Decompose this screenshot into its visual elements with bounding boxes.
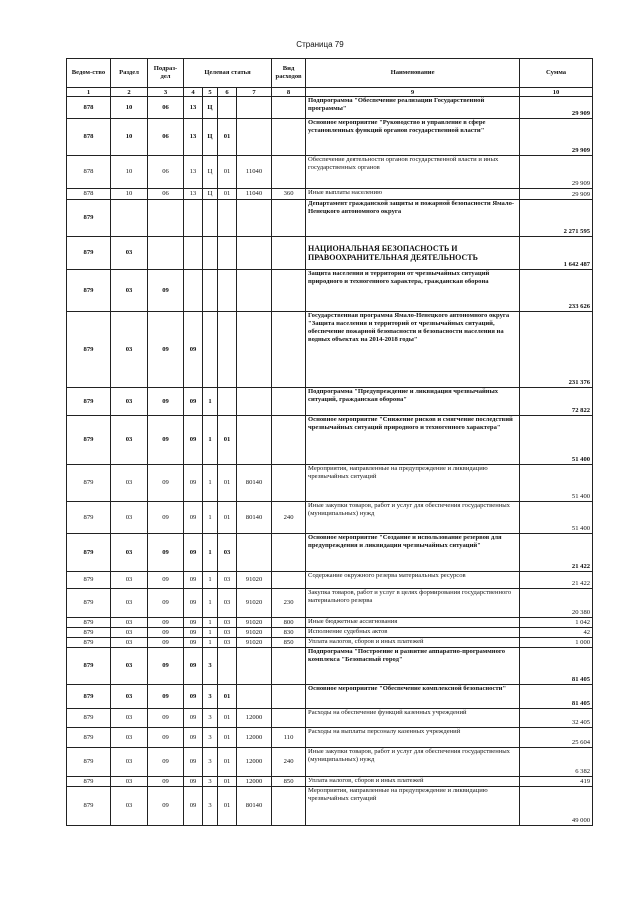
celevaya-program-cell: 09 — [184, 787, 203, 826]
table-row — [67, 628, 593, 638]
vid-rashodov-cell: 240 — [272, 748, 306, 777]
celevaya-event-cell: 03 — [218, 628, 237, 638]
celevaya-event-cell: 01 — [218, 156, 237, 189]
celevaya-subprogram-cell: 1 — [203, 638, 218, 648]
page-label: Страница 79 — [296, 40, 344, 49]
celevaya-program-cell: 09 — [184, 685, 203, 709]
razdel-cell: 03 — [111, 748, 148, 777]
summa-cell: 21 422 — [520, 572, 593, 589]
vedomstvo-cell: 879 — [67, 270, 111, 312]
celevaya-program-cell: 09 — [184, 388, 203, 416]
razdel-cell: 03 — [111, 534, 148, 572]
vid-rashodov-cell — [272, 534, 306, 572]
celevaya-event-cell: 01 — [218, 416, 237, 465]
header-summa: Сумма — [520, 59, 593, 88]
naimenovanie-cell: Содержание окружного резерва материальных ресурсов — [306, 572, 520, 589]
celevaya-direction-cell: 91020 — [237, 572, 272, 589]
summa-cell: 1 042 — [520, 618, 593, 628]
podrazdel-cell: 09 — [148, 628, 184, 638]
razdel-cell: 03 — [111, 237, 148, 270]
vid-rashodov-cell — [272, 787, 306, 826]
vid-rashodov-cell — [272, 572, 306, 589]
celevaya-direction-cell: 80140 — [237, 502, 272, 534]
column-number: 8 — [272, 88, 306, 97]
celevaya-subprogram-cell: 1 — [203, 416, 218, 465]
razdel-cell: 10 — [111, 97, 148, 119]
celevaya-event-cell: 03 — [218, 572, 237, 589]
podrazdel-cell: 06 — [148, 119, 184, 156]
celevaya-program-cell: 09 — [184, 638, 203, 648]
vedomstvo-cell: 879 — [67, 685, 111, 709]
column-number-row — [67, 88, 593, 97]
column-number: 10 — [520, 88, 593, 97]
celevaya-program-cell: 09 — [184, 648, 203, 685]
vid-rashodov-cell — [272, 648, 306, 685]
podrazdel-cell: 09 — [148, 618, 184, 628]
vedomstvo-cell: 879 — [67, 728, 111, 748]
naimenovanie-cell: Расходы на обеспечение функций казенных учреждений — [306, 709, 520, 728]
celevaya-event-cell: 01 — [218, 777, 237, 787]
celevaya-program-cell: 09 — [184, 465, 203, 502]
vid-rashodov-cell: 240 — [272, 502, 306, 534]
celevaya-direction-cell — [237, 388, 272, 416]
celevaya-subprogram-cell: 3 — [203, 685, 218, 709]
celevaya-subprogram-cell: 1 — [203, 502, 218, 534]
celevaya-program-cell — [184, 270, 203, 312]
header-celevaya-statya: Целевая статья — [184, 59, 272, 88]
celevaya-subprogram-cell: Ц — [203, 97, 218, 119]
table-row — [67, 465, 593, 502]
summa-cell: 233 626 — [520, 270, 593, 312]
celevaya-subprogram-cell: 1 — [203, 465, 218, 502]
celevaya-direction-cell: 91020 — [237, 638, 272, 648]
celevaya-direction-cell — [237, 685, 272, 709]
celevaya-subprogram-cell: 3 — [203, 777, 218, 787]
podrazdel-cell — [148, 200, 184, 237]
celevaya-subprogram-cell: Ц — [203, 189, 218, 200]
celevaya-subprogram-cell — [203, 270, 218, 312]
table-row — [67, 312, 593, 388]
celevaya-direction-cell: 91020 — [237, 589, 272, 618]
podrazdel-cell: 09 — [148, 572, 184, 589]
summa-cell: 29 909 — [520, 97, 593, 119]
naimenovanie-cell: Защита населения и территории от чрезвычайных ситуаций природного и техногенного характера, гражданская оборона — [306, 270, 520, 312]
celevaya-subprogram-cell: 1 — [203, 534, 218, 572]
celevaya-direction-cell: 12000 — [237, 709, 272, 728]
celevaya-subprogram-cell — [203, 237, 218, 270]
celevaya-direction-cell: 91020 — [237, 618, 272, 628]
budget-table — [66, 58, 593, 826]
celevaya-program-cell — [184, 237, 203, 270]
vedomstvo-cell: 879 — [67, 628, 111, 638]
podrazdel-cell: 09 — [148, 648, 184, 685]
naimenovanie-cell: Иные закупки товаров, работ и услуг для обеспечения государственных (муниципальных) нужд — [306, 748, 520, 777]
vid-rashodov-cell: 850 — [272, 638, 306, 648]
celevaya-program-cell: 09 — [184, 589, 203, 618]
summa-cell: 419 — [520, 777, 593, 787]
celevaya-event-cell: 01 — [218, 709, 237, 728]
vedomstvo-cell: 879 — [67, 787, 111, 826]
table-row — [67, 502, 593, 534]
celevaya-direction-cell — [237, 97, 272, 119]
celevaya-program-cell: 09 — [184, 416, 203, 465]
table-row — [67, 119, 593, 156]
table-row — [67, 270, 593, 312]
razdel-cell: 03 — [111, 709, 148, 728]
celevaya-subprogram-cell: 1 — [203, 618, 218, 628]
celevaya-program-cell: 13 — [184, 156, 203, 189]
vedomstvo-cell: 879 — [67, 748, 111, 777]
celevaya-direction-cell — [237, 200, 272, 237]
podrazdel-cell: 09 — [148, 388, 184, 416]
razdel-cell: 03 — [111, 388, 148, 416]
vedomstvo-cell: 879 — [67, 502, 111, 534]
vedomstvo-cell: 879 — [67, 200, 111, 237]
celevaya-event-cell: 03 — [218, 638, 237, 648]
celevaya-program-cell: 13 — [184, 189, 203, 200]
celevaya-program-cell: 09 — [184, 312, 203, 388]
naimenovanie-cell: Расходы на выплаты персоналу казенных учреждений — [306, 728, 520, 748]
vedomstvo-cell: 879 — [67, 534, 111, 572]
naimenovanie-cell: Департамент гражданской защиты и пожарной безопасности Ямало-Ненецкого автономного округа — [306, 200, 520, 237]
naimenovanie-cell: Государственная программа Ямало-Ненецкого автономного округа "Защита населения и территорий от чрезвычайных ситуаций, обеспечение пожарной безопасности и безопасности населения на водных объектах на 2014-2018 годы" — [306, 312, 520, 388]
celevaya-event-cell — [218, 200, 237, 237]
header-vid-rashodov: Вид расходов — [272, 59, 306, 88]
podrazdel-cell: 09 — [148, 748, 184, 777]
vid-rashodov-cell — [272, 416, 306, 465]
summa-cell: 81 405 — [520, 648, 593, 685]
razdel-cell: 03 — [111, 777, 148, 787]
summa-cell: 29 909 — [520, 119, 593, 156]
razdel-cell: 03 — [111, 572, 148, 589]
celevaya-subprogram-cell: 1 — [203, 589, 218, 618]
celevaya-program-cell — [184, 200, 203, 237]
table-row — [67, 156, 593, 189]
naimenovanie-cell: НАЦИОНАЛЬНАЯ БЕЗОПАСНОСТЬ И ПРАВООХРАНИТЕЛЬНАЯ ДЕЯТЕЛЬНОСТЬ — [306, 237, 520, 270]
celevaya-event-cell: 03 — [218, 589, 237, 618]
razdel-cell: 03 — [111, 270, 148, 312]
celevaya-program-cell: 13 — [184, 97, 203, 119]
celevaya-program-cell: 09 — [184, 709, 203, 728]
column-number: 3 — [148, 88, 184, 97]
celevaya-direction-cell — [237, 270, 272, 312]
celevaya-direction-cell — [237, 648, 272, 685]
razdel-cell: 03 — [111, 502, 148, 534]
vedomstvo-cell: 878 — [67, 97, 111, 119]
vedomstvo-cell: 879 — [67, 638, 111, 648]
celevaya-subprogram-cell: Ц — [203, 119, 218, 156]
vid-rashodov-cell — [272, 465, 306, 502]
vid-rashodov-cell — [272, 200, 306, 237]
naimenovanie-cell: Подпрограмма "Построение и развитие аппаратно-программного комплекса "Безопасный город" — [306, 648, 520, 685]
celevaya-subprogram-cell: 1 — [203, 388, 218, 416]
header-vedomstvo: Ведом-ство — [67, 59, 111, 88]
celevaya-program-cell: 09 — [184, 748, 203, 777]
celevaya-direction-cell — [237, 534, 272, 572]
podrazdel-cell: 09 — [148, 685, 184, 709]
table-row — [67, 200, 593, 237]
table-row — [67, 189, 593, 200]
razdel-cell: 10 — [111, 156, 148, 189]
razdel-cell: 10 — [111, 119, 148, 156]
vedomstvo-cell: 879 — [67, 572, 111, 589]
vid-rashodov-cell — [272, 156, 306, 189]
vedomstvo-cell: 879 — [67, 312, 111, 388]
podrazdel-cell: 06 — [148, 97, 184, 119]
celevaya-event-cell: 01 — [218, 728, 237, 748]
razdel-cell: 03 — [111, 312, 148, 388]
celevaya-program-cell: 09 — [184, 777, 203, 787]
vedomstvo-cell: 878 — [67, 189, 111, 200]
summa-cell: 20 380 — [520, 589, 593, 618]
celevaya-program-cell: 09 — [184, 572, 203, 589]
celevaya-direction-cell: 80140 — [237, 787, 272, 826]
celevaya-event-cell: 01 — [218, 787, 237, 826]
table-row — [67, 388, 593, 416]
table-row — [67, 618, 593, 628]
vid-rashodov-cell: 110 — [272, 728, 306, 748]
celevaya-event-cell: 03 — [218, 618, 237, 628]
summa-cell: 2 271 595 — [520, 200, 593, 237]
vedomstvo-cell: 878 — [67, 156, 111, 189]
naimenovanie-cell: Уплата налогов, сборов и иных платежей — [306, 777, 520, 787]
razdel-cell: 03 — [111, 465, 148, 502]
table-row — [67, 709, 593, 728]
vedomstvo-cell: 879 — [67, 237, 111, 270]
summa-cell: 29 909 — [520, 189, 593, 200]
razdel-cell — [111, 200, 148, 237]
column-number: 2 — [111, 88, 148, 97]
vid-rashodov-cell: 230 — [272, 589, 306, 618]
razdel-cell: 03 — [111, 589, 148, 618]
naimenovanie-cell: Иные выплаты населению — [306, 189, 520, 200]
table-row — [67, 572, 593, 589]
razdel-cell: 03 — [111, 618, 148, 628]
celevaya-subprogram-cell — [203, 312, 218, 388]
podrazdel-cell: 09 — [148, 465, 184, 502]
celevaya-direction-cell: 11040 — [237, 189, 272, 200]
celevaya-direction-cell — [237, 237, 272, 270]
summa-cell: 1 642 487 — [520, 237, 593, 270]
celevaya-direction-cell — [237, 119, 272, 156]
celevaya-event-cell — [218, 388, 237, 416]
celevaya-subprogram-cell: 1 — [203, 628, 218, 638]
celevaya-event-cell: 01 — [218, 502, 237, 534]
header-naimenovanie: Наименование — [306, 59, 520, 88]
table-row — [67, 416, 593, 465]
celevaya-subprogram-cell: Ц — [203, 156, 218, 189]
razdel-cell: 03 — [111, 685, 148, 709]
razdel-cell: 10 — [111, 189, 148, 200]
table-row — [67, 685, 593, 709]
vid-rashodov-cell — [272, 97, 306, 119]
vid-rashodov-cell — [272, 685, 306, 709]
summa-cell: 25 604 — [520, 728, 593, 748]
celevaya-event-cell — [218, 648, 237, 685]
vedomstvo-cell: 878 — [67, 119, 111, 156]
column-number: 9 — [306, 88, 520, 97]
table-row — [67, 777, 593, 787]
header-razdel: Раздел — [111, 59, 148, 88]
celevaya-event-cell: 03 — [218, 534, 237, 572]
vid-rashodov-cell: 360 — [272, 189, 306, 200]
vedomstvo-cell: 879 — [67, 618, 111, 628]
vid-rashodov-cell — [272, 270, 306, 312]
column-number: 6 — [218, 88, 237, 97]
podrazdel-cell: 09 — [148, 709, 184, 728]
podrazdel-cell: 09 — [148, 787, 184, 826]
vid-rashodov-cell — [272, 237, 306, 270]
table-row — [67, 638, 593, 648]
naimenovanie-cell: Мероприятия, направленные на предупреждение и ликвидацию чрезвычайных ситуаций — [306, 465, 520, 502]
header-podrazdel: Подраз-дел — [148, 59, 184, 88]
celevaya-subprogram-cell: 3 — [203, 748, 218, 777]
vid-rashodov-cell: 850 — [272, 777, 306, 787]
celevaya-event-cell: 01 — [218, 685, 237, 709]
naimenovanie-cell: Основное мероприятие "Обеспечение комплексной безопасности" — [306, 685, 520, 709]
table-header-row — [67, 59, 593, 88]
podrazdel-cell: 06 — [148, 189, 184, 200]
vedomstvo-cell: 879 — [67, 777, 111, 787]
celevaya-subprogram-cell: 3 — [203, 787, 218, 826]
razdel-cell: 03 — [111, 638, 148, 648]
podrazdel-cell: 09 — [148, 312, 184, 388]
naimenovanie-cell: Обеспечение деятельности органов государственной власти и иных государственных органов — [306, 156, 520, 189]
celevaya-program-cell: 09 — [184, 502, 203, 534]
table-body — [67, 97, 593, 826]
celevaya-direction-cell: 91020 — [237, 628, 272, 638]
summa-cell: 231 376 — [520, 312, 593, 388]
naimenovanie-cell: Основное мероприятие "Снижение рисков и смягчение последствий чрезвычайных ситуаций природного и техногенного характера" — [306, 416, 520, 465]
naimenovanie-cell: Иные бюджетные ассигнования — [306, 618, 520, 628]
vid-rashodov-cell — [272, 119, 306, 156]
vid-rashodov-cell — [272, 312, 306, 388]
naimenovanie-cell: Закупка товаров, работ и услуг в целях формирования государственного материального резерва — [306, 589, 520, 618]
celevaya-program-cell: 09 — [184, 618, 203, 628]
celevaya-program-cell: 09 — [184, 534, 203, 572]
celevaya-event-cell — [218, 237, 237, 270]
vid-rashodov-cell — [272, 388, 306, 416]
razdel-cell: 03 — [111, 787, 148, 826]
table-row — [67, 787, 593, 826]
summa-cell: 51 400 — [520, 416, 593, 465]
summa-cell: 51 400 — [520, 502, 593, 534]
summa-cell: 72 822 — [520, 388, 593, 416]
podrazdel-cell: 09 — [148, 416, 184, 465]
celevaya-direction-cell: 80140 — [237, 465, 272, 502]
naimenovanie-cell: Иные закупки товаров, работ и услуг для обеспечения государственных (муниципальных) нужд — [306, 502, 520, 534]
vedomstvo-cell: 879 — [67, 589, 111, 618]
summa-cell: 51 400 — [520, 465, 593, 502]
celevaya-event-cell: 01 — [218, 748, 237, 777]
celevaya-event-cell — [218, 97, 237, 119]
podrazdel-cell: 09 — [148, 270, 184, 312]
celevaya-direction-cell: 12000 — [237, 728, 272, 748]
table-row — [67, 97, 593, 119]
vedomstvo-cell: 879 — [67, 709, 111, 728]
naimenovanie-cell: Основное мероприятие "Руководство и управление в сфере установленных функций органов государственной власти" — [306, 119, 520, 156]
summa-cell: 49 000 — [520, 787, 593, 826]
celevaya-event-cell — [218, 270, 237, 312]
celevaya-direction-cell — [237, 416, 272, 465]
celevaya-subprogram-cell: 1 — [203, 572, 218, 589]
celevaya-program-cell: 09 — [184, 728, 203, 748]
podrazdel-cell: 09 — [148, 777, 184, 787]
column-number: 1 — [67, 88, 111, 97]
celevaya-subprogram-cell: 3 — [203, 728, 218, 748]
celevaya-subprogram-cell: 3 — [203, 648, 218, 685]
vid-rashodov-cell: 800 — [272, 618, 306, 628]
summa-cell: 29 909 — [520, 156, 593, 189]
razdel-cell: 03 — [111, 416, 148, 465]
celevaya-program-cell: 13 — [184, 119, 203, 156]
naimenovanie-cell: Подпрограмма "Предупреждение и ликвидация чрезвычайных ситуаций, гражданская оборона" — [306, 388, 520, 416]
table-row — [67, 534, 593, 572]
celevaya-direction-cell: 12000 — [237, 748, 272, 777]
podrazdel-cell: 09 — [148, 589, 184, 618]
podrazdel-cell: 09 — [148, 502, 184, 534]
vedomstvo-cell: 879 — [67, 648, 111, 685]
vedomstvo-cell: 879 — [67, 388, 111, 416]
podrazdel-cell: 09 — [148, 534, 184, 572]
podrazdel-cell: 09 — [148, 728, 184, 748]
naimenovanie-cell: Уплата налогов, сборов и иных платежей — [306, 638, 520, 648]
table-row — [67, 648, 593, 685]
podrazdel-cell: 06 — [148, 156, 184, 189]
summa-cell: 1 000 — [520, 638, 593, 648]
podrazdel-cell: 09 — [148, 638, 184, 648]
naimenovanie-cell: Исполнение судебных актов — [306, 628, 520, 638]
table-row — [67, 237, 593, 270]
razdel-cell: 03 — [111, 728, 148, 748]
vedomstvo-cell: 879 — [67, 465, 111, 502]
table-row — [67, 728, 593, 748]
column-number: 5 — [203, 88, 218, 97]
razdel-cell: 03 — [111, 648, 148, 685]
razdel-cell: 03 — [111, 628, 148, 638]
naimenovanie-cell: Основное мероприятие "Создание и использование резервов для предупреждения и ликвидации чрезвычайных ситуаций" — [306, 534, 520, 572]
celevaya-direction-cell — [237, 312, 272, 388]
table-row — [67, 589, 593, 618]
celevaya-direction-cell: 11040 — [237, 156, 272, 189]
vedomstvo-cell: 879 — [67, 416, 111, 465]
celevaya-subprogram-cell — [203, 200, 218, 237]
summa-cell: 32 405 — [520, 709, 593, 728]
podrazdel-cell — [148, 237, 184, 270]
celevaya-program-cell: 09 — [184, 628, 203, 638]
column-number: 7 — [237, 88, 272, 97]
table-row — [67, 748, 593, 777]
celevaya-event-cell: 01 — [218, 119, 237, 156]
vid-rashodov-cell — [272, 709, 306, 728]
celevaya-subprogram-cell: 3 — [203, 709, 218, 728]
celevaya-direction-cell: 12000 — [237, 777, 272, 787]
naimenovanie-cell: Подпрограмма "Обеспечение реализации Государственной программы" — [306, 97, 520, 119]
celevaya-event-cell: 01 — [218, 465, 237, 502]
naimenovanie-cell: Мероприятия, направленные на предупреждение и ликвидацию чрезвычайных ситуаций — [306, 787, 520, 826]
summa-cell: 6 382 — [520, 748, 593, 777]
column-number: 4 — [184, 88, 203, 97]
summa-cell: 42 — [520, 628, 593, 638]
summa-cell: 21 422 — [520, 534, 593, 572]
vid-rashodov-cell: 830 — [272, 628, 306, 638]
celevaya-event-cell: 01 — [218, 189, 237, 200]
celevaya-event-cell — [218, 312, 237, 388]
summa-cell: 81 405 — [520, 685, 593, 709]
